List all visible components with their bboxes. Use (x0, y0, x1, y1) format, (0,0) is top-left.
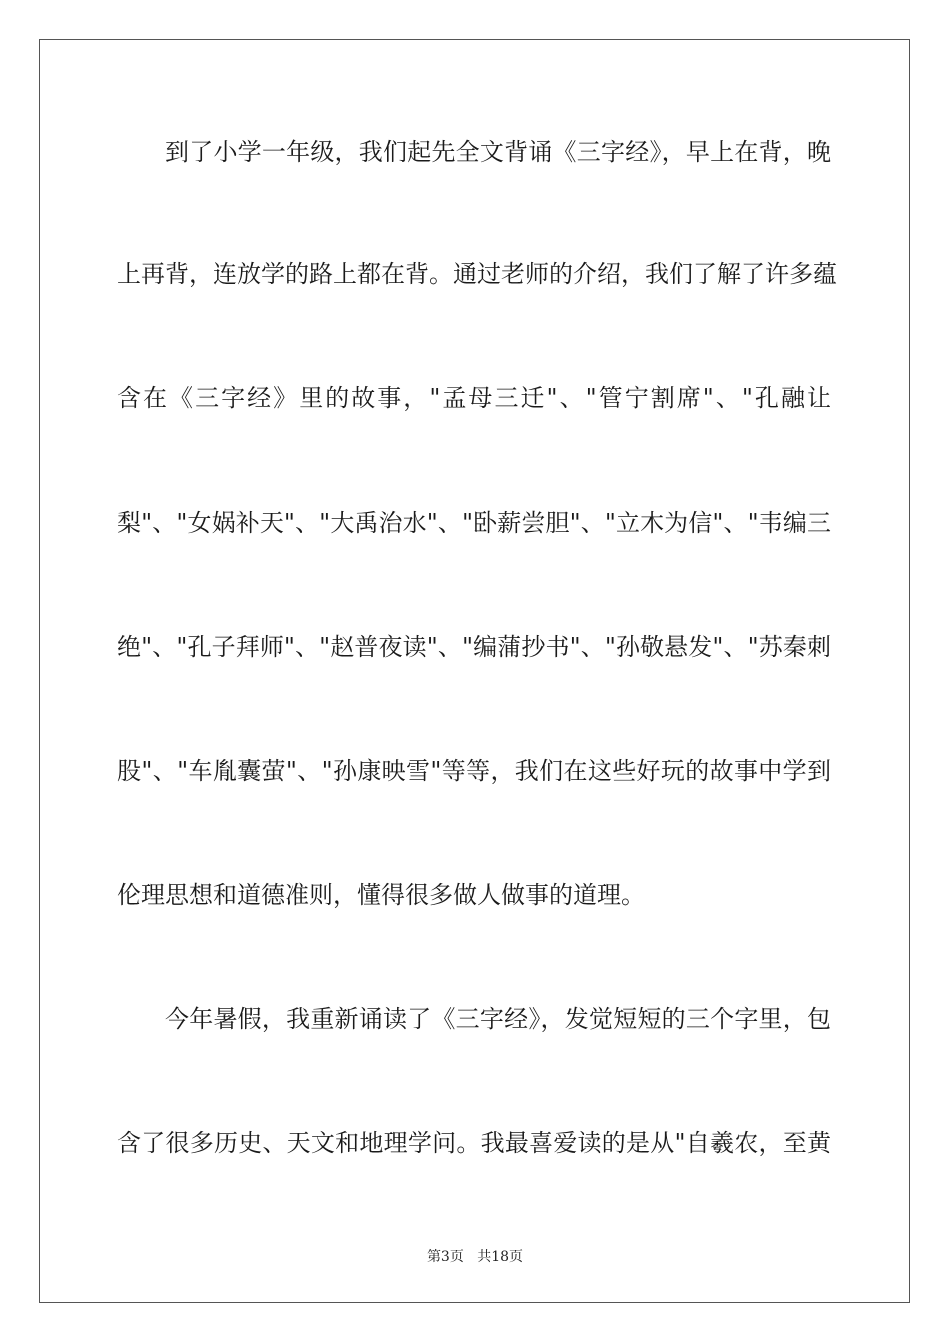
text-line: 含在《三字经》里的故事，"孟母三迁"、"管宁割席"、"孔融让 (117, 384, 831, 412)
text-line: 梨"、"女娲补天"、"大禹治水"、"卧薪尝胆"、"立木为信"、"韦编三 (117, 509, 831, 537)
page-total: 共18页 (477, 1249, 524, 1265)
text-line: 绝"、"孔子拜师"、"赵普夜读"、"编蒲抄书"、"孙敬悬发"、"苏秦刺 (117, 633, 831, 661)
text-line: 今年暑假，我重新诵读了《三字经》，发觉短短的三个字里，包 (165, 1005, 831, 1033)
page-frame (39, 39, 910, 1303)
text-line: 上再背，连放学的路上都在背。通过老师的介绍，我们了解了许多蕴 (117, 260, 837, 288)
text-line: 到了小学一年级，我们起先全文背诵《三字经》，早上在背，晚 (165, 138, 831, 166)
text-line: 股"、"车胤囊萤"、"孙康映雪"等等，我们在这些好玩的故事中学到 (117, 757, 831, 785)
text-line: 伦理思想和道德准则，懂得很多做人做事的道理。 (117, 881, 645, 909)
text-line: 含了很多历史、天文和地理学问。我最喜爱读的是从"自羲农，至黄 (117, 1129, 831, 1157)
page-footer (0, 1248, 950, 1266)
page-number: 第3页 (426, 1249, 464, 1265)
